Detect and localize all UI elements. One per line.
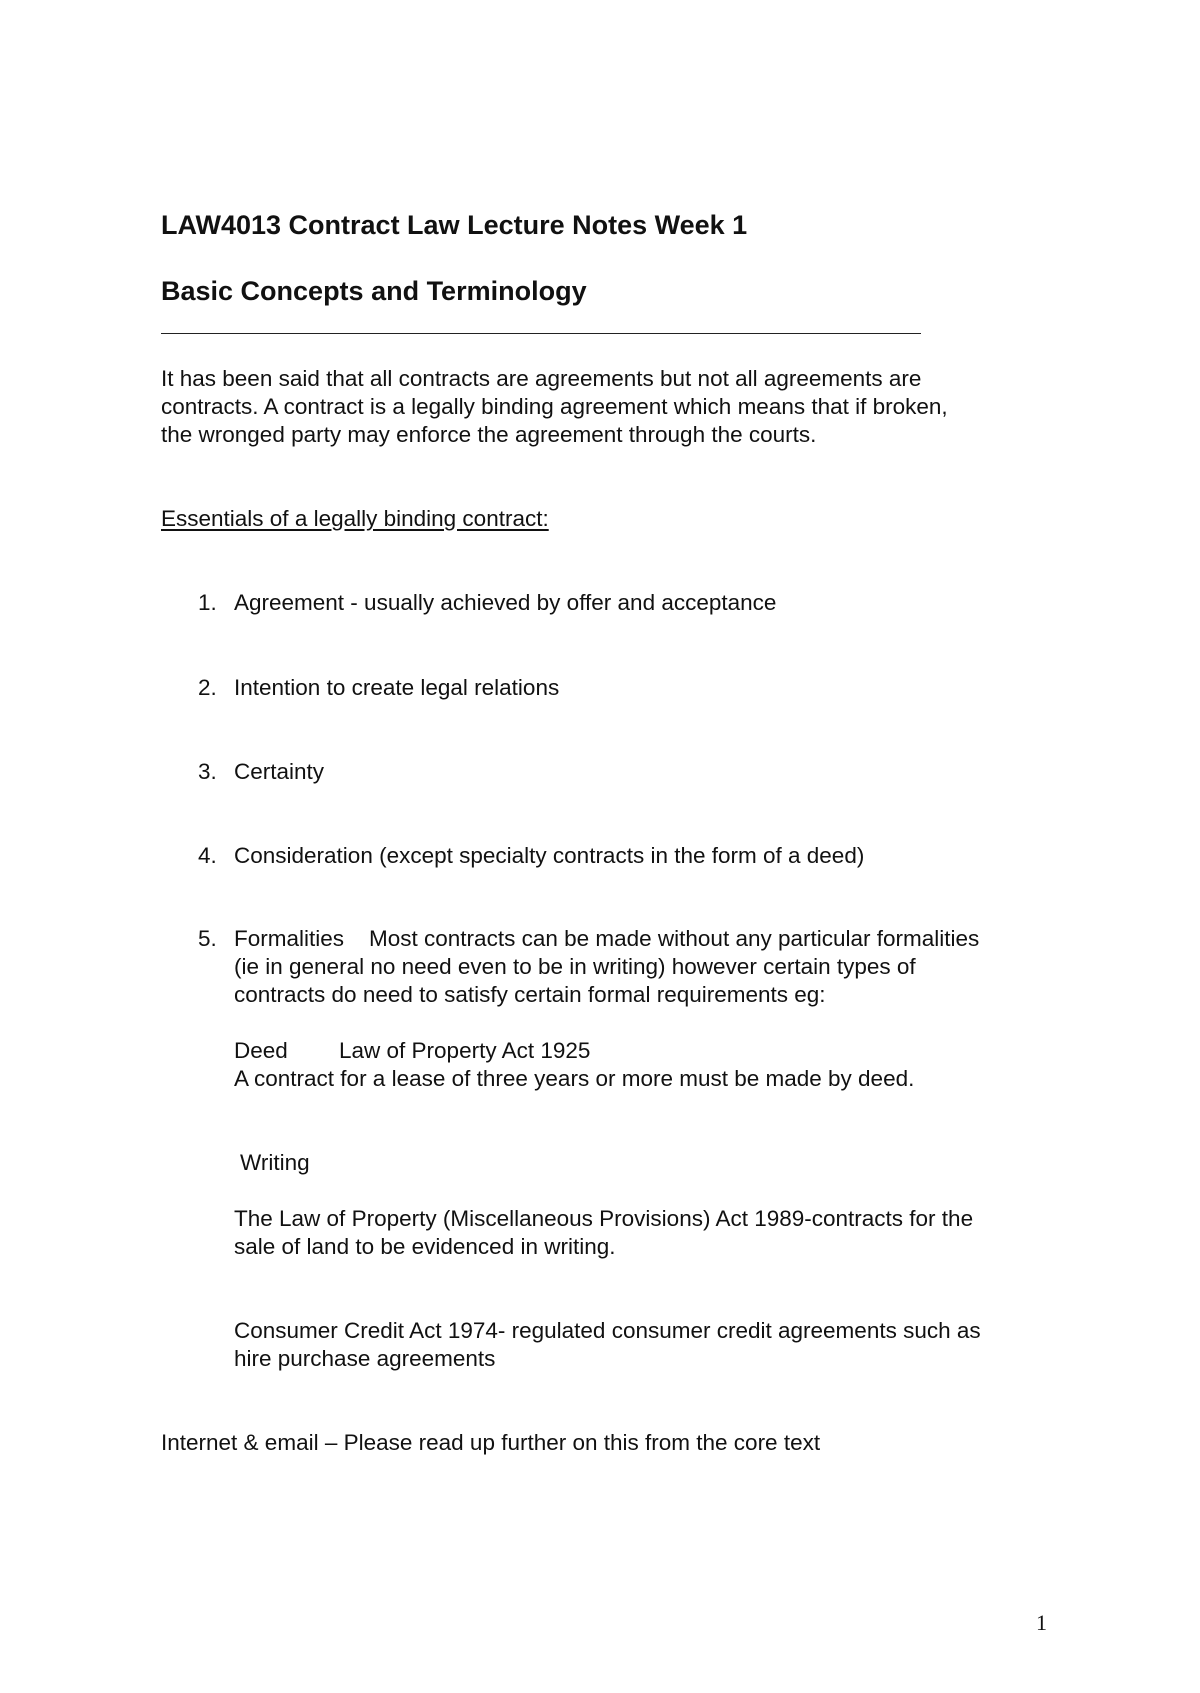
writing-cc-line: Consumer Credit Act 1974- regulated consumer credit agreements such as bbox=[234, 1318, 981, 1343]
list-item-formalities: Formalities Most contracts can be made without any particular formalities bbox=[234, 926, 980, 951]
deed-description: A contract for a lease of three years or more must be made by deed. bbox=[234, 1066, 915, 1091]
formalities-line: (ie in general no need even to be in writing) however certain types of bbox=[234, 954, 916, 979]
page-number: 1 bbox=[1036, 1610, 1047, 1635]
intro-line: the wronged party may enforce the agreement through the courts. bbox=[161, 422, 817, 447]
document-subtitle: Basic Concepts and Terminology bbox=[161, 276, 587, 306]
list-number: 1. bbox=[198, 590, 217, 615]
deed-act: Law of Property Act 1925 bbox=[339, 1038, 591, 1063]
list-item-certainty: Certainty bbox=[234, 759, 325, 784]
list-item-consideration: Consideration (except specialty contracts in the form of a deed) bbox=[234, 843, 865, 868]
deed-label: Deed bbox=[234, 1038, 288, 1063]
formalities-line: contracts do need to satisfy certain formal requirements eg: bbox=[234, 982, 826, 1007]
essentials-heading: Essentials of a legally binding contract: bbox=[161, 506, 549, 531]
list-number: 4. bbox=[198, 843, 217, 868]
list-item-agreement: Agreement - usually achieved by offer and acceptance bbox=[234, 590, 777, 615]
list-number: 2. bbox=[198, 675, 217, 700]
writing-cc-line: hire purchase agreements bbox=[234, 1346, 496, 1371]
list-item-intention: Intention to create legal relations bbox=[234, 675, 560, 700]
list-number: 3. bbox=[198, 759, 217, 784]
writing-label: Writing bbox=[240, 1150, 310, 1175]
intro-line: It has been said that all contracts are agreements but not all agreements are bbox=[161, 366, 922, 391]
document-title: LAW4013 Contract Law Lecture Notes Week 1 bbox=[161, 210, 748, 240]
divider-line bbox=[161, 333, 921, 334]
list-number: 5. bbox=[198, 926, 217, 951]
internet-note: Internet & email – Please read up further on this from the core text bbox=[161, 1430, 821, 1455]
intro-line: contracts. A contract is a legally binding agreement which means that if broken, bbox=[161, 394, 948, 419]
writing-lp-line: sale of land to be evidenced in writing. bbox=[234, 1234, 616, 1259]
writing-lp-line: The Law of Property (Miscellaneous Provisions) Act 1989-contracts for the bbox=[234, 1206, 974, 1231]
